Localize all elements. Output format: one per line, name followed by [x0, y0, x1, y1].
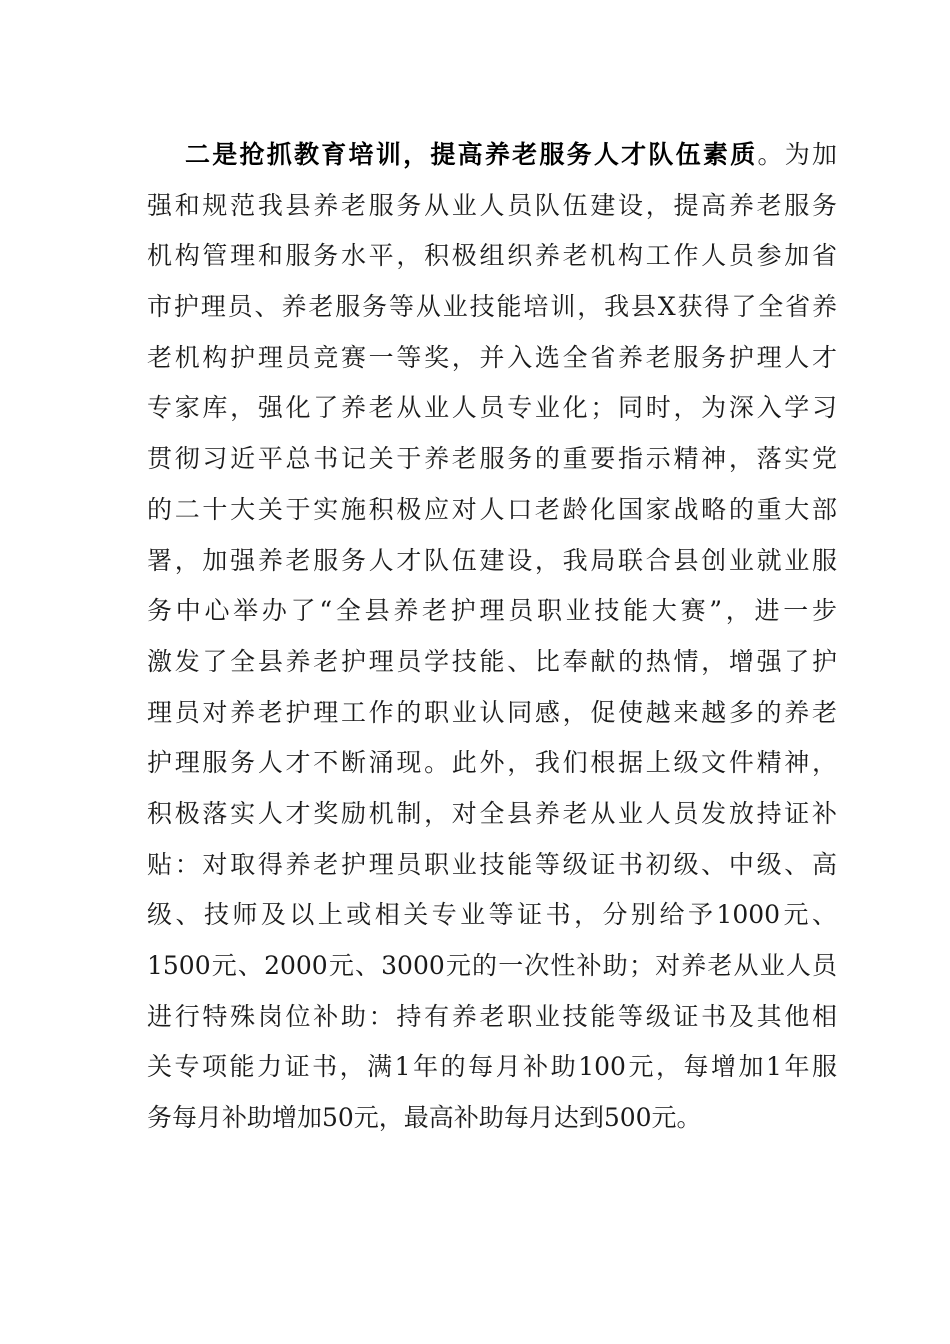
paragraph-line-4: 市护理员、养老服务等从业技能培训，我县X获得了全省养	[147, 292, 837, 322]
paragraph-line-12: 理员对养老护理工作的职业认同感，促使越来越多的养老	[147, 697, 837, 727]
paragraph-line-10: 务中心举办了“全县养老护理员职业技能大赛”，进一步	[147, 596, 837, 626]
paragraph-line-5: 老机构护理员竞赛一等奖，并入选全省养老服务护理人才	[147, 342, 837, 372]
line-text: 。为加	[757, 140, 837, 169]
paragraph-line-6: 专家库，强化了养老从业人员专业化；同时，为深入学习	[147, 393, 837, 423]
paragraph-line-3: 机构管理和服务水平，积极组织养老机构工作人员参加省	[147, 241, 837, 271]
paragraph-line-7: 贯彻习近平总书记关于养老服务的重要指示精神，落实党	[147, 444, 837, 474]
paragraph-line-9: 署，加强养老服务人才队伍建设，我局联合县创业就业服	[147, 545, 837, 575]
paragraph-line-20: 务每月补助增加50元，最高补助每月达到500元。	[147, 1103, 702, 1133]
paragraph-line-16: 级、技师及以上或相关专业等证书，分别给予1000元、	[147, 900, 837, 930]
paragraph-line-15: 贴：对取得养老护理员职业技能等级证书初级、中级、高	[147, 849, 837, 879]
paragraph-line-17: 1500元、2000元、3000元的一次性补助；对养老从业人员	[147, 951, 837, 980]
paragraph-line-1	[185, 130, 837, 181]
paragraph-line-19: 关专项能力证书，满1年的每月补助100元，每增加1年服	[147, 1052, 837, 1082]
paragraph-line-2: 强和规范我县养老服务从业人员队伍建设，提高养老服务	[147, 190, 837, 220]
body-paragraph	[147, 130, 837, 1144]
paragraph-line-13: 护理服务人才不断涌现。此外，我们根据上级文件精神，	[147, 748, 837, 778]
paragraph-line-8: 的二十大关于实施积极应对人口老龄化国家战略的重大部	[147, 494, 837, 524]
paragraph-line-14: 积极落实人才奖励机制，对全县养老从业人员发放持证补	[147, 798, 837, 828]
paragraph-line-11: 激发了全县养老护理员学技能、比奉献的热情，增强了护	[147, 646, 837, 676]
lead-bold-heading: 二是抢抓教育培训，提高养老服务人才队伍素质	[185, 140, 758, 169]
paragraph-line-18: 进行特殊岗位补助：持有养老职业技能等级证书及其他相	[147, 1001, 837, 1031]
